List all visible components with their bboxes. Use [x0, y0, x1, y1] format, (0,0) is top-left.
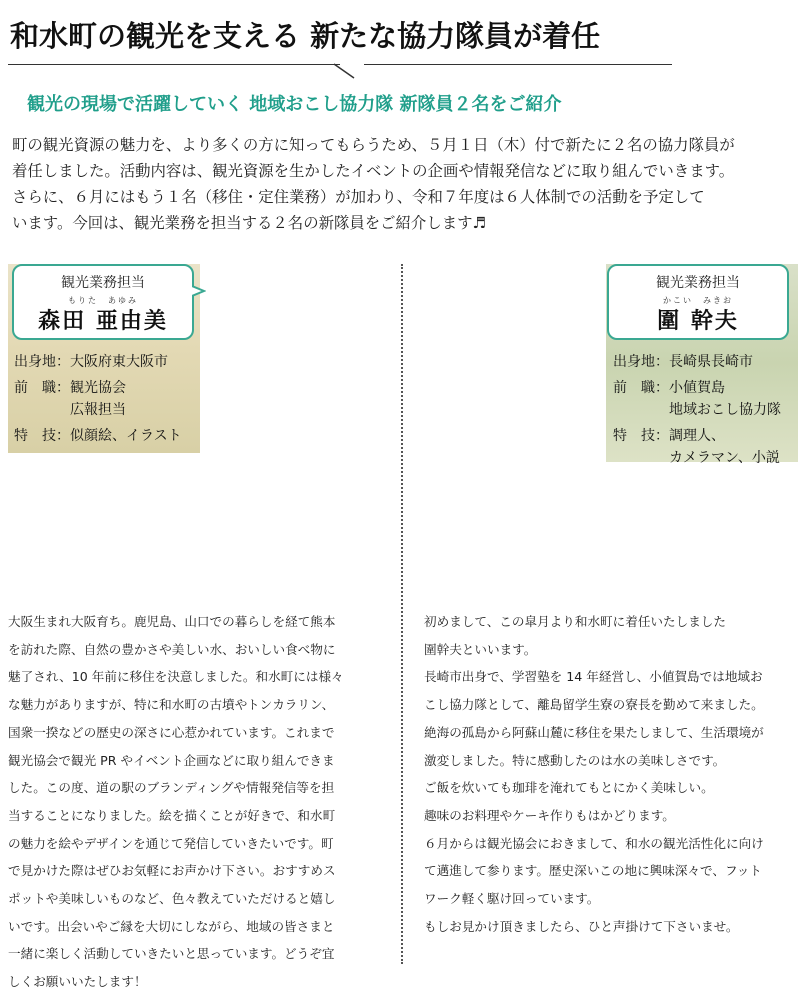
profile-label: 出身地：	[14, 354, 70, 370]
bio-morita	[8, 608, 388, 996]
bio-line: 国衆一揆などの歴史の深さに心惹かれています。これまで	[8, 724, 335, 740]
column-divider	[401, 264, 403, 964]
profile-value: 小値賀島 地域おこし協力隊	[669, 380, 781, 418]
bio-line: 大阪生まれ大阪育ち。鹿児島、山口での暮らしを経て熊本	[8, 614, 336, 629]
profile-value: 似顔絵、イラスト	[70, 428, 182, 444]
bio-line: 魅了され、10 年前に移住を決意しました。和水町には様々	[8, 669, 344, 685]
member-role: 観光業務担当	[61, 275, 145, 291]
bio-line: 初めまして、この皐月より和水町に着任いたしました	[424, 614, 726, 629]
profile-value: 調理人、 カメラマン、小説	[669, 428, 780, 466]
bio-line: の魅力を絵やデザインを通じて発信していきたいです。町	[8, 835, 334, 851]
title-rule-right	[364, 64, 672, 65]
bio-line: 当することになりました。絵を描くことが好きで、和水町	[8, 807, 336, 823]
bio-line: 圍幹夫といいます。	[424, 641, 537, 657]
profile-morita	[14, 351, 200, 451]
member-name-ruby: かこい みきお	[663, 296, 733, 305]
bio-line: 長崎市出身で、学習塾を 14 年経営し、小値賀島では地域お	[424, 669, 763, 685]
bio-line: で見かけた際はぜひお気軽にお声かけ下さい。おすすめス	[8, 863, 336, 879]
member-name: 森田 亜由美	[38, 308, 168, 334]
profile-row	[14, 425, 200, 447]
intro-line: 町の観光資源の魅力を、より多くの方に知ってもらうため、５月１日（木）付で新たに２名の協力隊員が	[12, 136, 735, 154]
bio-line: を訪れた際、自然の豊かさや美しい水、おいしい食べ物に	[8, 641, 336, 657]
profile-label: 特 技：	[14, 428, 70, 444]
bio-kakoi	[424, 608, 800, 940]
intro-line: 着任しました。活動内容は、観光資源を生かしたイベントの企画や情報発信などに取り組んでいきます。	[12, 162, 735, 180]
profile-kakoi	[613, 351, 803, 473]
member-name-ruby: もりた あゆみ	[68, 296, 138, 305]
bio-line: しくお願いいたします！	[8, 974, 147, 990]
name-card-kakoi	[607, 264, 789, 340]
bio-line: いです。出会いやご縁を大切にしながら、地域の皆さまと	[8, 918, 335, 934]
bio-line: こし協力隊として、離島留学生寮の寮長を勤めて来ました。	[424, 697, 764, 713]
member-name: 圍 幹夫	[657, 308, 739, 334]
title-rule-notch	[330, 52, 370, 82]
profile-row	[613, 351, 803, 373]
profile-value: 観光協会 広報担当	[70, 380, 126, 418]
bio-line: した。この度、道の駅のブランディングや情報発信等を担	[8, 780, 335, 796]
intro-paragraph	[12, 132, 797, 236]
profile-value: 長崎県長崎市	[669, 354, 753, 370]
profile-label: 前 職：	[613, 380, 669, 396]
bio-line: ワーク軽く駆け回っています。	[424, 891, 600, 907]
profile-value: 大阪府東大阪市	[70, 354, 168, 370]
profile-label: 前 職：	[14, 380, 70, 396]
bio-line: 趣味のお料理やケーキ作りもはかどります。	[424, 807, 675, 823]
bio-line: もしお見かけ頂きましたら、ひと声掛けて下さいませ。	[424, 918, 739, 934]
bio-line: ご飯を炊いても珈琲を淹れてもとにかく美味しい。	[424, 780, 714, 796]
bio-line: な魅力がありますが、特に和水町の古墳やトンカラリン、	[8, 697, 335, 713]
profile-label: 出身地：	[613, 354, 669, 370]
bio-line: 観光協会で観光 PR やイベント企画などに取り組んできま	[8, 752, 335, 768]
bio-line: て邁進して参ります。歴史深いこの地に興味深々で、フット	[424, 863, 762, 879]
bio-line: ６月からは観光協会におきまして、和水の観光活性化に向け	[424, 835, 764, 851]
subtitle: 観光の現場で活躍していく 地域おこし協力隊 新隊員２名をご紹介	[27, 94, 562, 115]
bio-line: ポットや美味しいものなど、色々教えていただけると嬉し	[8, 891, 336, 907]
bio-line: 激変しました。特に感動したのは水の美味しさです。	[424, 752, 726, 768]
profile-label: 特 技：	[613, 428, 669, 444]
profile-row	[14, 351, 200, 373]
intro-line: さらに、６月にはもう１名（移住・定住業務）が加わり、令和７年度は６人体制での活動を予定して	[12, 188, 705, 206]
name-card-morita	[12, 264, 194, 340]
intro-line: います。今回は、観光業務を担当する２名の新隊員をご紹介します♬	[12, 214, 487, 232]
profile-row	[613, 377, 803, 421]
page-title: 和水町の観光を支える 新たな協力隊員が着任	[10, 19, 601, 53]
profile-row	[613, 425, 803, 469]
title-rule-left	[8, 64, 340, 65]
bio-line: 一緒に楽しく活動していきたいと思っています。どうぞ宜	[8, 946, 335, 962]
member-role: 観光業務担当	[656, 275, 740, 291]
speech-tail-icon	[192, 284, 206, 298]
bio-line: 絶海の孤島から阿蘇山麓に移住を果たしまして、生活環境が	[424, 724, 764, 740]
profile-row	[14, 377, 200, 421]
